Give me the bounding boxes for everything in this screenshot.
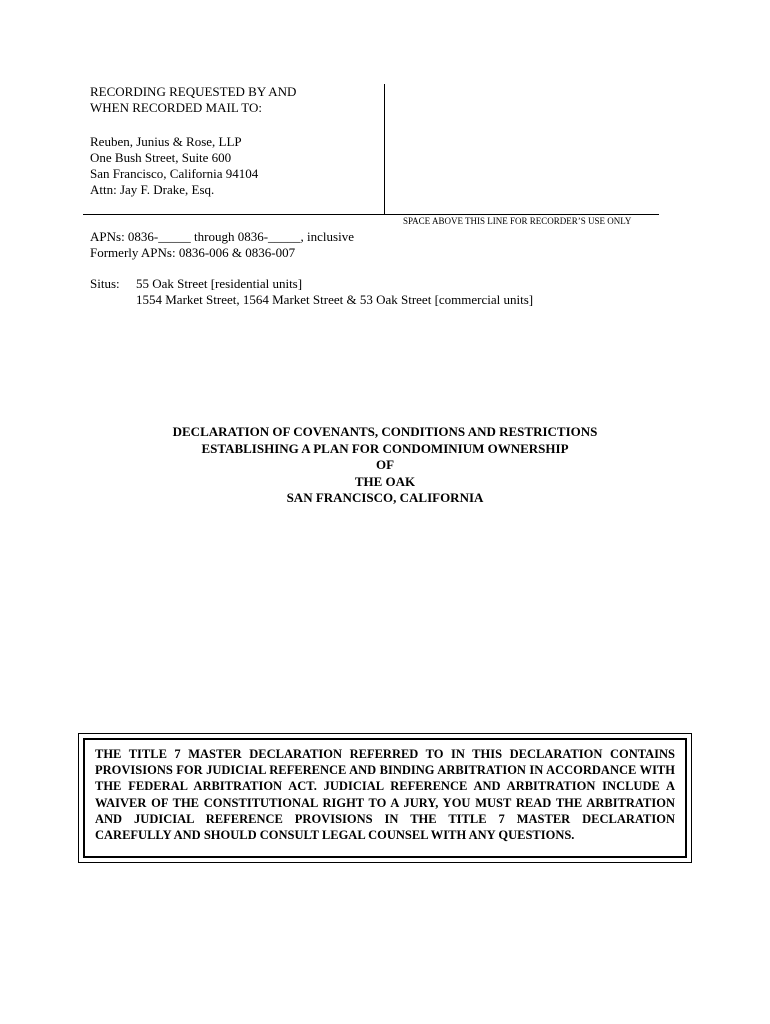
title-line-3: OF (375, 457, 395, 472)
arbitration-notice-inner (83, 738, 687, 858)
situs-residential: 55 Oak Street [residential units] (136, 276, 303, 291)
apn-former: Formerly APNs: 0836-006 & 0836-007 (90, 245, 296, 260)
apn-current: APNs: 0836-_____ through 0836-_____, inclusive (90, 229, 354, 244)
title-line-2: ESTABLISHING A PLAN FOR CONDOMINIUM OWNERSHIP (201, 440, 569, 456)
arbitration-notice-text: THE TITLE 7 MASTER DECLARATION REFERRED TO IN THIS DECLARATION CONTAINS PROVISIONS FOR JUDICIAL REFERENCE AND BINDING ARBITRATION IN ACCORDANCE WITH THE FEDERAL ARBITRATION ACT. JUDICIAL REFERENCE AND ARBITRATION INCLUDE A WAIVER OF THE CONSTITUTIONAL RIGHT TO A JURY, YOU MUST READ THE ARBITRATION AND JUDICIAL REFERENCE PROVISIONS IN THE TITLE 7 MASTER DECLARATION CAREFULLY AND SHOULD CONSULT LEGAL COUNSEL WITH ANY QUESTIONS. (95, 747, 675, 843)
situs-commercial: 1554 Market Street, 1564 Market Street & 53 Oak Street [commercial units] (136, 292, 534, 307)
title-line-5: SAN FRANCISCO, CALIFORNIA (286, 490, 484, 505)
document-title (85, 424, 685, 507)
situs-addresses (136, 276, 533, 308)
situs-label: Situs: (90, 276, 120, 291)
mail-to-address (90, 134, 258, 198)
recording-requested-line: RECORDING REQUESTED BY AND (90, 84, 297, 99)
attention-line: Attn: Jay F. Drake, Esq. (90, 182, 215, 197)
arbitration-notice-box (78, 733, 692, 863)
apn-block (90, 229, 354, 261)
firm-name: Reuben, Junius & Rose, LLP (90, 134, 242, 149)
when-recorded-line: WHEN RECORDED MAIL TO: (90, 100, 263, 115)
recorder-line (83, 214, 659, 215)
vertical-divider (384, 84, 385, 214)
recorder-use-note: SPACE ABOVE THIS LINE FOR RECORDER’S USE ONLY (403, 216, 632, 226)
title-line-1: DECLARATION OF COVENANTS, CONDITIONS AND RESTRICTIONS (172, 424, 598, 439)
street-address: One Bush Street, Suite 600 (90, 150, 232, 165)
city-state-zip: San Francisco, California 94104 (90, 166, 259, 181)
title-line-4: THE OAK (354, 473, 416, 489)
recording-requested-block (90, 84, 296, 116)
